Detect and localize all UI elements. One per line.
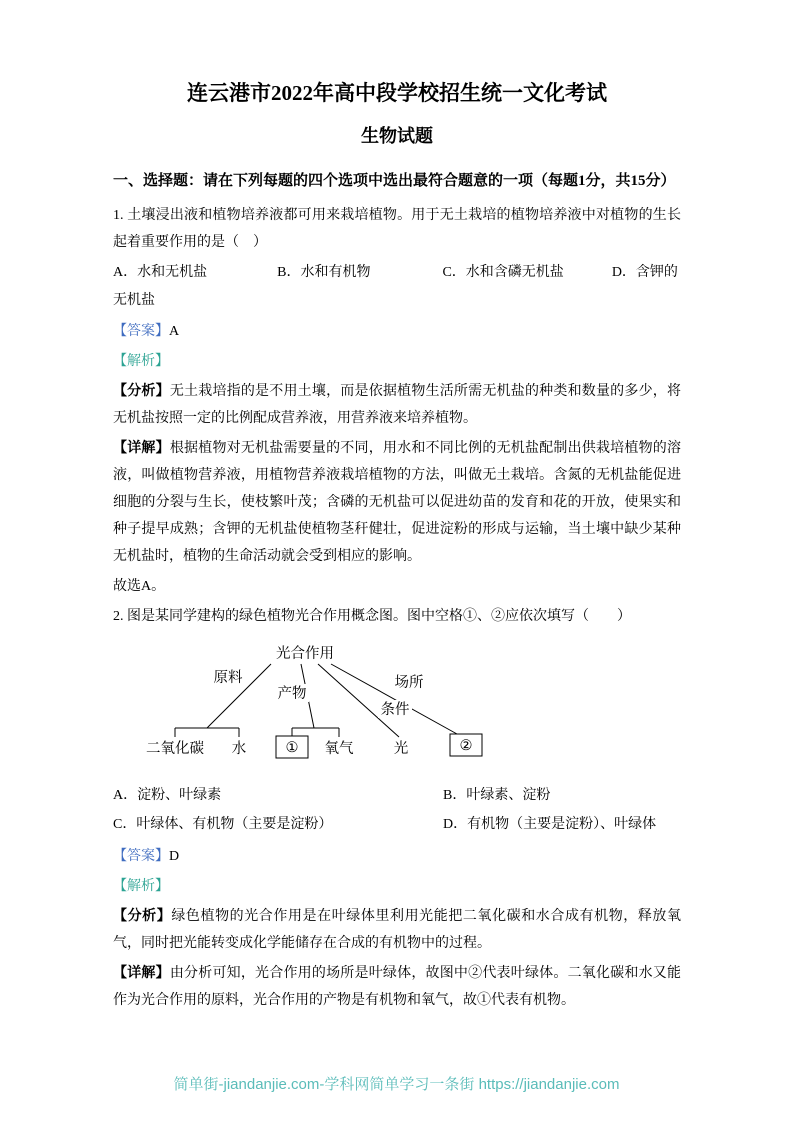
q2-xiangjie-para: [113, 960, 681, 1014]
diagram-label-condition: 条件: [380, 702, 410, 718]
section-heading: 一、选择题：请在下列每题的四个选项中选出最符合题意的一项（每题1分，共15分）: [113, 173, 676, 189]
q2-fenxi-para: [113, 903, 681, 957]
q1-answer-value: A: [169, 324, 180, 339]
answer-label: 【答案】: [113, 849, 169, 864]
diagram-node-oxygen: 氧气: [324, 741, 354, 757]
q1-option-d: D．含钾的无机盐: [113, 265, 678, 308]
fenxi-label: 【分析】: [113, 384, 170, 399]
fenxi-label: 【分析】: [113, 909, 172, 924]
q1-analysis-heading: [113, 348, 681, 375]
q2-fenxi-text: 绿色植物的光合作用是在叶绿体里利用光能把二氧化碳和水合成有机物，释放氧气，同时把光能转变成化学能储存在合成的有机物中的过程。: [113, 909, 682, 951]
analysis-label: 【解析】: [113, 879, 169, 894]
diagram-node-water: 水: [231, 741, 247, 757]
q1-xiangjie-text: 根据植物对无机盐需要量的不同，用水和不同比例的无机盐配制出供栽培植物的溶液，叫做植物营养液，用植物营养液栽培植物的方法，叫做无土栽培。含氮的无机盐能促进细胞的分裂与生长，使枝繁叶茂；含磷的无机盐可以促进幼苗的发育和花的开放，使果实和种子提早成熟；含钾的无机盐使植物茎秆健壮，促进淀粉的形成与运输，当土壤中缺少某种无机盐时，植物的生命活动就会受到相应的影响。: [113, 441, 682, 564]
q1-fenxi-text: 无土栽培指的是不用土壤，而是依据植物生活所需无机盐的种类和数量的多少，将无机盐按照一定的比例配成营养液，用营养液来培养植物。: [113, 384, 682, 426]
footer-watermark: 简单街-jiandanjie.com-学科网简单学习一条街 https://jiandanjie.com: [173, 1076, 620, 1093]
q1-option-b: B．水和有机物: [277, 265, 371, 280]
answer-label: 【答案】: [113, 324, 169, 339]
concept-map-svg: [121, 636, 531, 768]
q1-stem: 1. 土壤浸出液和植物培养液都可用来栽培植物。用于无土栽培的植物培养液中对植物的生长起着重要作用的是（ ）: [113, 208, 681, 250]
q2-stem: 2. 图是某同学建构的绿色植物光合作用概念图。图中空格①、②应依次填写（ ）: [113, 609, 631, 624]
photosynthesis-concept-diagram: [121, 636, 681, 773]
analysis-label: 【解析】: [113, 354, 169, 369]
q2-option-a: A．淀粉、叶绿素: [113, 788, 222, 803]
diagram-label-product: 产物: [277, 686, 307, 702]
q2-option-d: D．有机物（主要是淀粉）、叶绿体: [443, 817, 657, 832]
q1-xiangjie-para: [113, 435, 681, 570]
diagram-node-co2: 二氧化碳: [146, 741, 204, 757]
xiangjie-label: 【详解】: [113, 441, 170, 456]
q1-conclusion: 故选A。: [113, 579, 166, 594]
q1-option-c: C．水和含磷无机盐: [442, 265, 564, 280]
q1-fenxi-para: [113, 378, 681, 432]
diagram-node-blank1: ①: [285, 740, 299, 756]
xiangjie-label: 【详解】: [113, 966, 170, 981]
doc-title: 连云港市2022年高中段学校招生统一文化考试: [187, 81, 607, 105]
q2-answer-line: [113, 843, 681, 870]
q1-option-a: A．水和无机盐: [113, 265, 208, 280]
diagram-node-photosynthesis: 光合作用: [276, 646, 334, 662]
diagram-label-raw: 原料: [213, 670, 243, 686]
diagram-node-blank2: ②: [459, 738, 473, 754]
diagram-node-light: 光: [393, 741, 409, 757]
q2-answer-value: D: [169, 849, 180, 864]
q2-options: [113, 781, 681, 839]
doc-subtitle: 生物试题: [361, 126, 433, 146]
q2-xiangjie-text: 由分析可知，光合作用的场所是叶绿体，故图中②代表叶绿体。二氧化碳和水又能作为光合作用的原料，光合作用的产物是有机物和氧气，故①代表有机物。: [113, 966, 682, 1008]
q2-option-c: C．叶绿体、有机物（主要是淀粉）: [113, 817, 333, 832]
q1-options: [113, 259, 681, 315]
diagram-label-site: 场所: [394, 675, 424, 691]
q2-option-b: B．叶绿素、淀粉: [443, 788, 551, 803]
q1-answer-line: [113, 318, 681, 345]
q2-analysis-heading: [113, 873, 681, 900]
